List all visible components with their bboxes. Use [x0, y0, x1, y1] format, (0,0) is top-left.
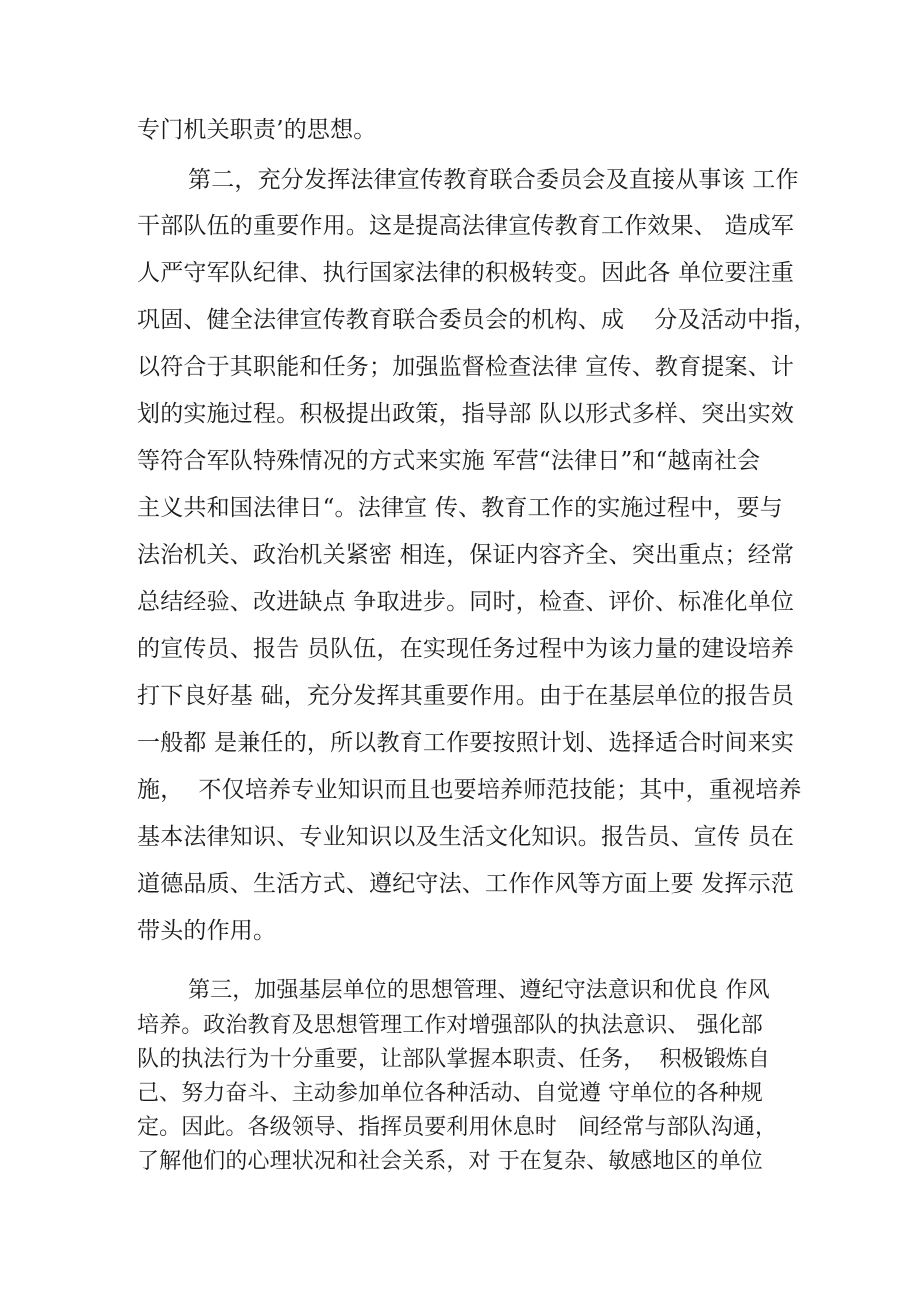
text-line: 人严守军队纪律、执行国家法律的积极转变。因此各 单位要注重 — [137, 260, 795, 286]
text-line: 培养。政治教育及思想管理工作对增强部队的执法意识、 强化部 — [137, 1013, 763, 1038]
text-line: 法治机关、政治机关紧密 相连，保证内容齐全、突出重点；经常 — [137, 542, 795, 568]
text-line: 总结经验、改进缺点 争取进步。同时，检查、评价、标准化单位 — [137, 589, 795, 615]
text-line: 专门机关职责’的思想。 — [137, 117, 377, 143]
text-line: 等符合军队特殊情况的方式来实施 军营“法律日”和“越南社会 — [137, 448, 761, 474]
text-line: 的宣传员、报告 员队伍，在实现任务过程中为该力量的建设培养 — [137, 636, 795, 662]
text-line: 基本法律知识、专业知识以及生活文化知识。报告员、宣传 员在 — [137, 824, 795, 850]
text-line: 干部队伍的重要作用。这是提高法律宣传教育工作效果、 造成军 — [137, 213, 795, 239]
text-line: 第二，充分发挥法律宣传教育联合委员会及直接从事该 工作 — [188, 167, 799, 193]
text-line: 道德品质、生活方式、遵纪守法、工作作风等方面上要 发挥示范 — [137, 871, 795, 897]
text-line: 定。因此。各级领导、指挥员要利用休息时 间经常与部队沟通， — [137, 1115, 778, 1140]
text-line: 划的实施过程。积极提出政策，指导部 队以形式多样、突出实效 — [137, 401, 795, 427]
text-line: 施， 不仅培养专业知识而且也要培养师范技能；其中，重视培养 — [137, 777, 802, 803]
text-line: 第三，加强基层单位的思想管理、遵纪守法意识和优良 作风 — [188, 978, 770, 1003]
text-line: 己、努力奋斗、主动参加单位各种活动、自觉遵 守单位的各种规 — [137, 1081, 763, 1106]
text-line: 了解他们的心理状况和社会关系，对 于在复杂、敏感地区的单位 — [137, 1149, 763, 1174]
text-line: 队的执法行为十分重要，让部队掌握本职责、任务， 积极锻炼自 — [137, 1047, 770, 1072]
text-line: 以符合于其职能和任务；加强监督检查法律 宣传、教育提案、计 — [137, 354, 795, 380]
text-line: 主义共和国法律日“。法律宣 传、教育工作的实施过程中，要与 — [137, 495, 783, 521]
text-line: 一般都 是兼任的，所以教育工作要按照计划、选择适合时间来实 — [137, 730, 795, 756]
text-line: 带头的作用。 — [137, 918, 277, 944]
text-line: 打下良好基 础，充分发挥其重要作用。由于在基层单位的报告员 — [137, 683, 795, 709]
text-line: 巩固、健全法律宣传教育联合委员会的机构、成 分及活动中指， — [137, 307, 817, 333]
